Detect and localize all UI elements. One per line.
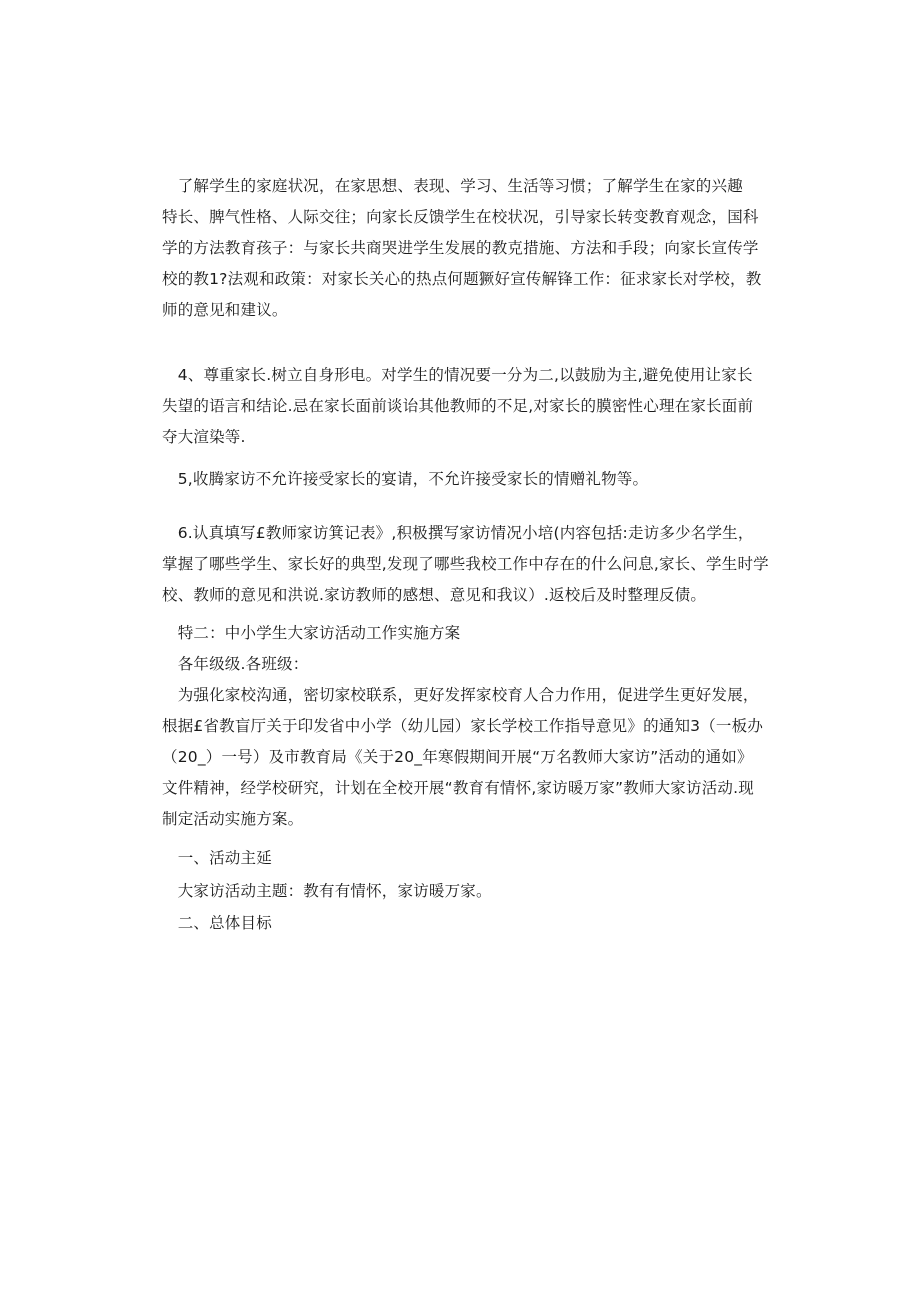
paragraph-family-understanding bbox=[162, 171, 762, 326]
text-line: 6.认真填写£教师家访箕记表》,积极撰写家访情况小培(内容包括:走访多少名学生， bbox=[162, 524, 754, 542]
text-line: 4、尊重家长.树立自身形电。对学生的情况要一分为二,以鼓励为主,避免使用让家长 bbox=[162, 366, 753, 384]
paragraph-item-5 bbox=[162, 464, 762, 495]
text-line: 5,收腾家访不允许接受家长的宴请，不允许接受家长的情赠礼物等。 bbox=[162, 470, 649, 488]
text-line: 各年级级.各班级： bbox=[162, 655, 309, 673]
text-line: 了解学生的家庭状况，在家思想、表现、学习、生活等习惯；了解学生在家的兴趣 bbox=[162, 177, 743, 195]
text-line: 掌握了哪些学生、家长好的典型,发现了哪些我校工作中存在的什么问息,家长、学生时学 bbox=[162, 555, 769, 573]
paragraph-item-6 bbox=[162, 518, 769, 611]
text-line: 学的方法教育孩子：与家长共商哭进学生发展的教克措施、方法和手段；向家长宣传学 bbox=[162, 239, 759, 257]
heading-activity-theme bbox=[162, 843, 762, 874]
text-line: 文件精神，经学校研究，计划在全校开展“教育有情怀,家访暖万家”教师大家访活动.现 bbox=[162, 779, 754, 797]
text-line: 二、总体目标 bbox=[162, 914, 272, 932]
text-line: 失望的语言和结论.忌在家长面前谈诒其他教师的不足,对家长的膜密性心理在家长面前 bbox=[162, 397, 754, 415]
text-line: 特二：中小学生大家访活动工作实施方案 bbox=[162, 624, 461, 642]
text-line: 一、活动主延 bbox=[162, 849, 272, 867]
paragraph-activity-theme bbox=[162, 876, 762, 907]
paragraph-intro bbox=[162, 680, 762, 835]
text-line: 特长、脾气性格、人际交往；向家长反馈学生在校状况，引导家长转变教育观念，国科 bbox=[162, 208, 759, 226]
text-line: 制定活动实施方案。 bbox=[162, 810, 304, 828]
text-line: 校、教师的意见和洪说.家访教师的感想、意见和我议）.返校后及时整理反债。 bbox=[162, 586, 707, 604]
text-line: 夺大渲染等. bbox=[162, 428, 246, 446]
salutation bbox=[162, 649, 762, 680]
text-line: 根据£省教盲厅关于印发省中小学（幼儿园）家长学校工作指导意见》的通知3（一板办 bbox=[162, 717, 764, 735]
text-line: 大家访活动主题：教有有情怀，家访暖万家。 bbox=[162, 882, 492, 900]
heading-overall-goal bbox=[162, 908, 762, 939]
text-line: 师的意见和建议。 bbox=[162, 301, 288, 319]
text-line: 为强化家校沟通，密切家校联系，更好发挥家校育人合力作用，促进学生更好发展， bbox=[162, 686, 759, 704]
text-line: 校的教1?法观和政策：对家长关心的热点何题獗好宣传解锋工作：征求家长对学校，教 bbox=[162, 270, 762, 288]
text-line: （20_）一号）及市教育局《关于20_年寒假期间开展“万名教师大家访”活动的通如》 bbox=[162, 748, 753, 766]
section-title-plan bbox=[162, 618, 762, 649]
paragraph-item-4 bbox=[162, 360, 762, 453]
